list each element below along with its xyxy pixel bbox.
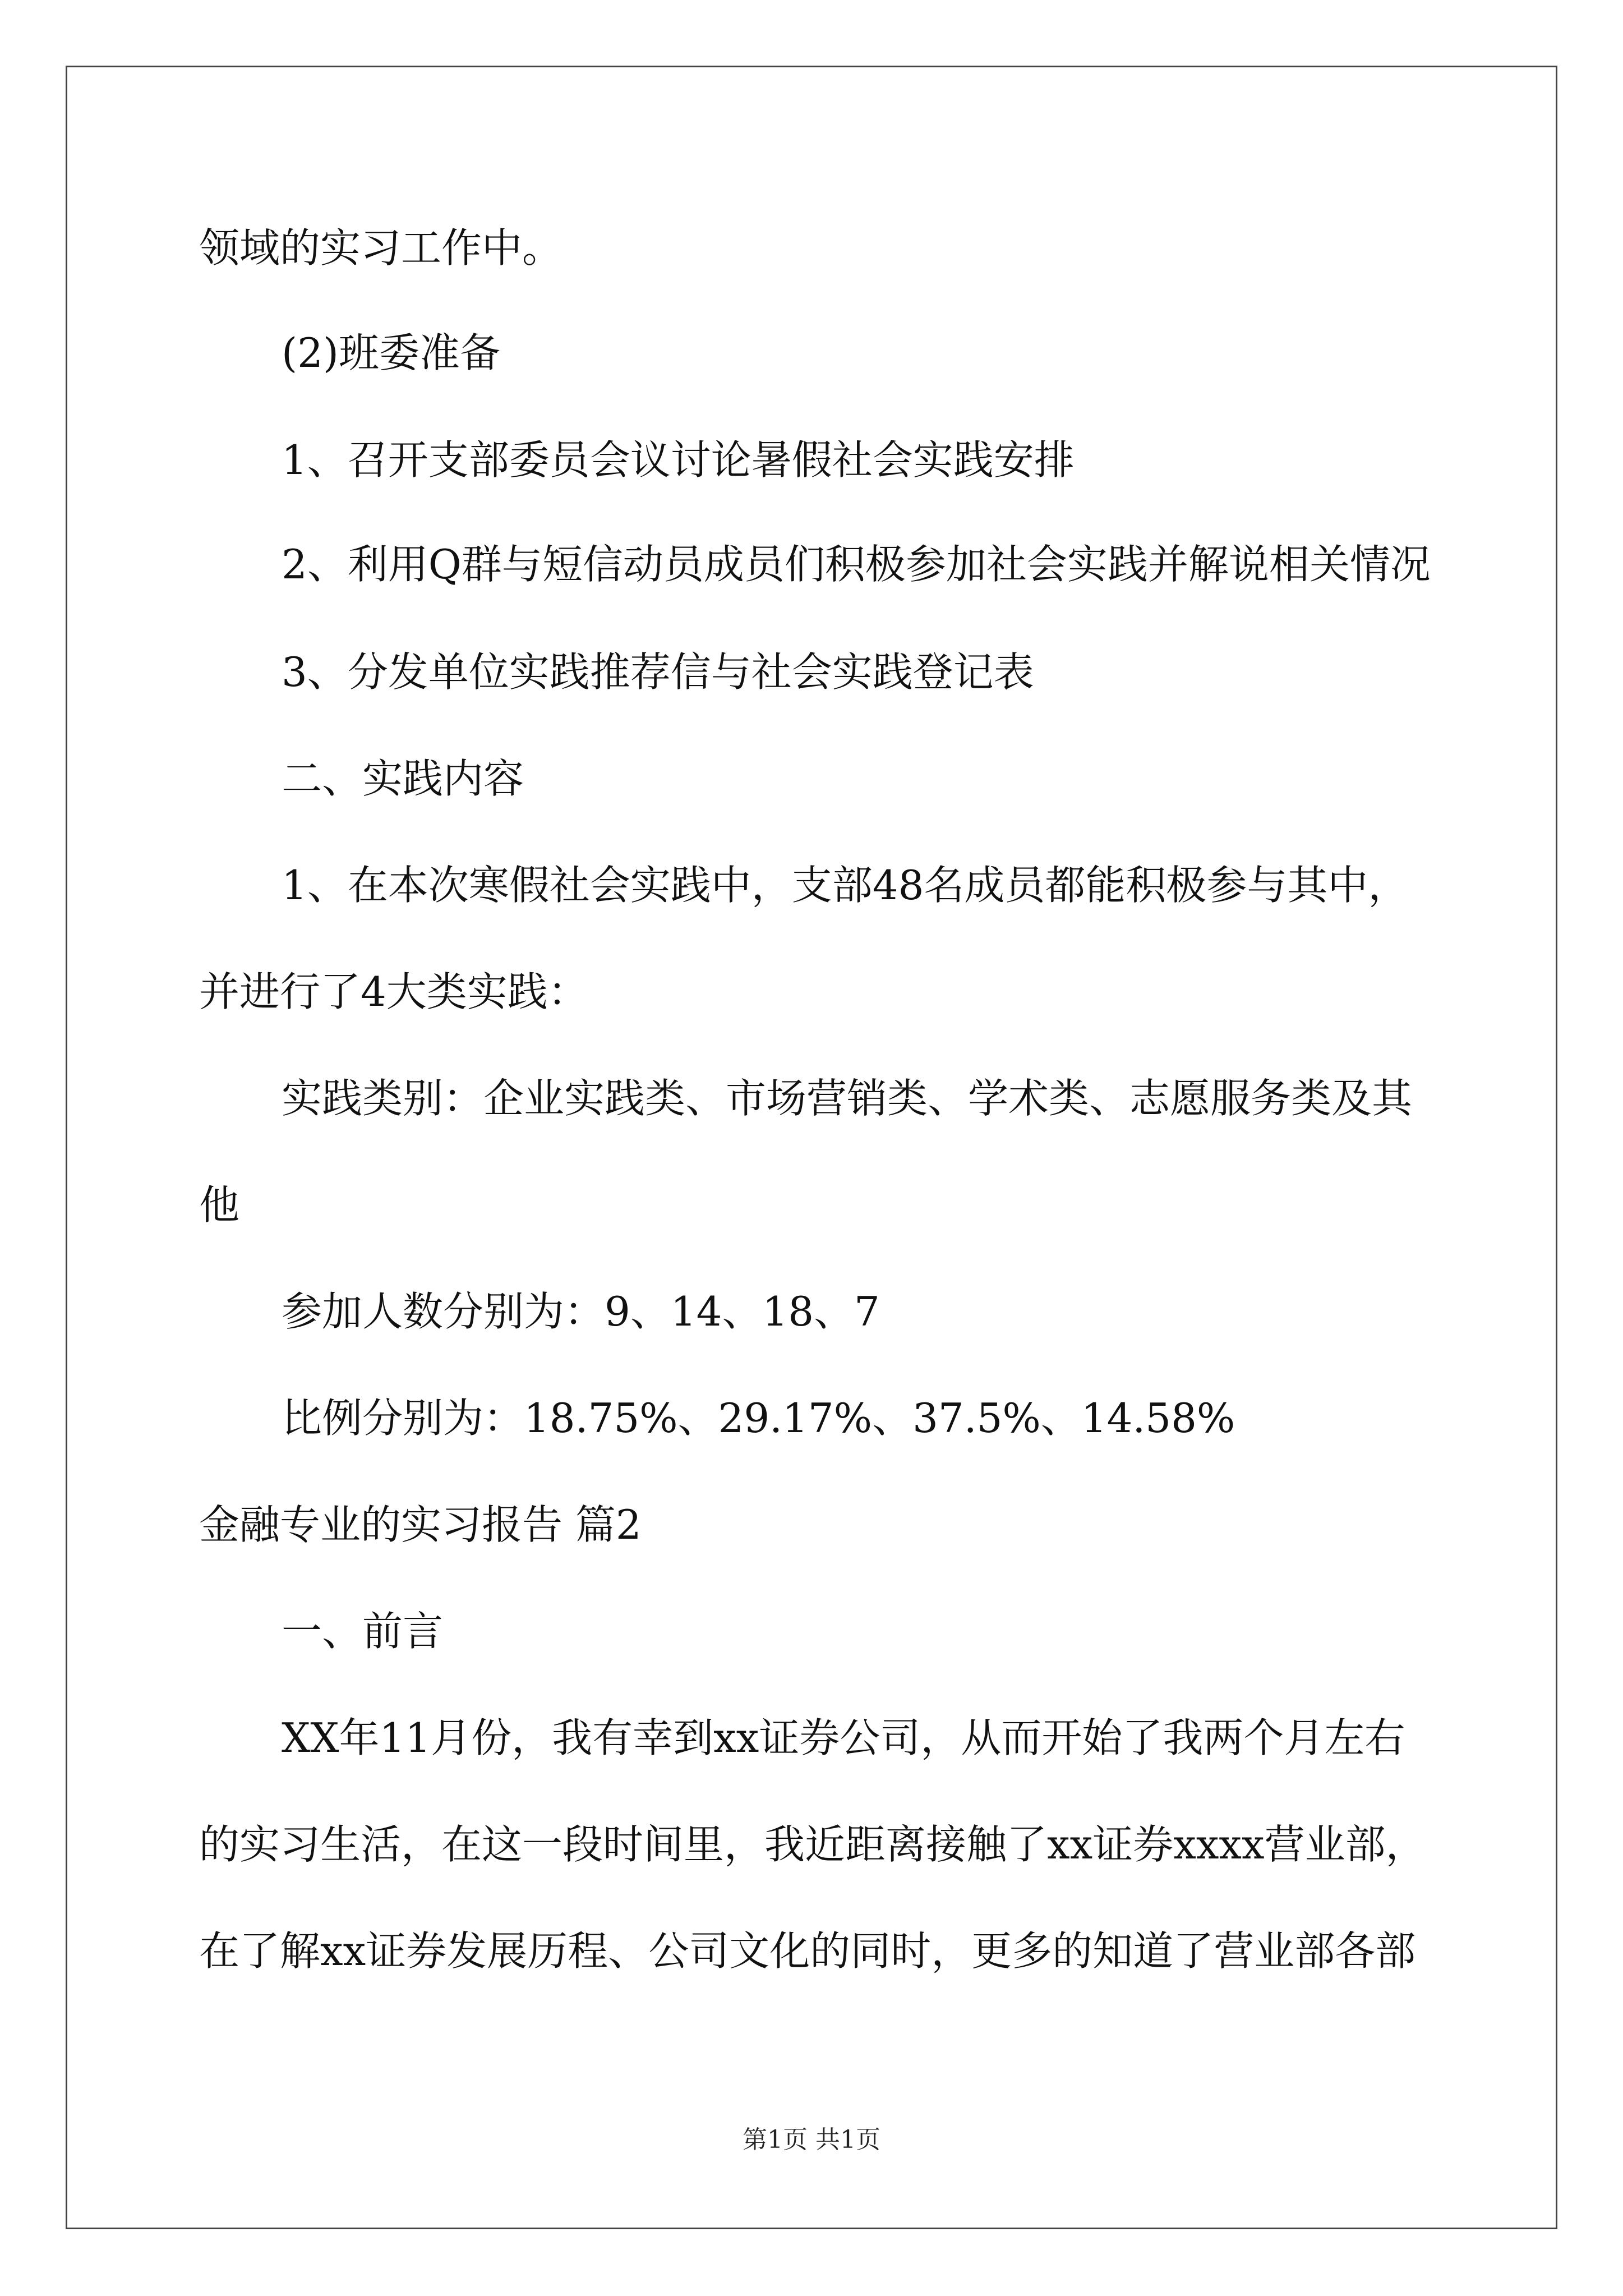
text-line: 1、在本次寒假社会实践中，支部48名成员都能积极参与其中，	[282, 862, 1409, 909]
text-line: 在了解xx证券发展历程、公司文化的同时，更多的知道了营业部各部	[199, 1927, 1416, 1975]
text-line: 一、前言	[282, 1608, 444, 1655]
text-line: 并进行了4大类实践：	[199, 968, 588, 1015]
text-line: 比例分别为：18.75%、29.17%、37.5%、14.58%	[282, 1395, 1235, 1442]
text-line: 他	[199, 1181, 240, 1228]
text-line: 二、实践内容	[282, 755, 524, 802]
page-footer: 第1页 共1页	[743, 2125, 880, 2154]
text-line: 领域的实习工作中。	[199, 224, 563, 272]
text-line: 参加人数分别为：9、14、18、7	[282, 1288, 880, 1335]
text-line: (2)班委准备	[282, 329, 500, 376]
text-line: 3、分发单位实践推荐信与社会实践登记表	[282, 648, 1034, 696]
text-line: 的实习生活，在这一段时间里，我近距离接触了xx证券xxxx营业部，	[199, 1821, 1426, 1868]
document-body	[199, 0, 1430, 2076]
text-line: 2、利用Q群与短信动员成员们积极参加社会实践并解说相关情况	[282, 541, 1431, 588]
section-heading: 金融专业的实习报告 篇2	[199, 1501, 642, 1548]
text-line: 实践类别：企业实践类、市场营销类、学术类、志愿服务类及其	[282, 1075, 1413, 1122]
text-line: XX年11月份，我有幸到xx证券公司，从而开始了我两个月左右	[282, 1714, 1405, 1761]
text-line: 1、召开支部委员会议讨论暑假社会实践安排	[282, 436, 1075, 484]
